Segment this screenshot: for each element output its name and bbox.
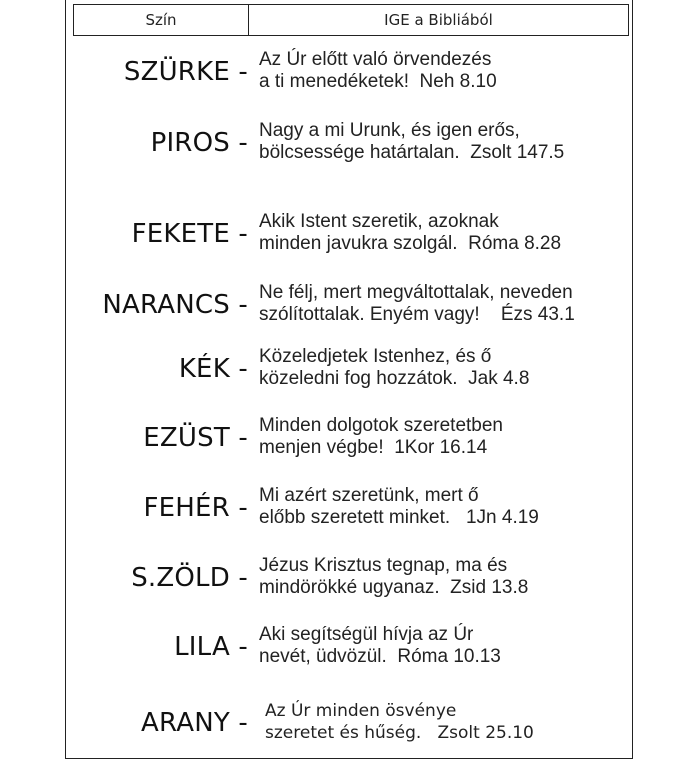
color-label: PIROS - (150, 128, 248, 158)
color-label: EZÜST - (143, 423, 248, 453)
color-label: KÉK - (178, 354, 248, 384)
verse-line: Az Úr előtt való örvendezés (259, 49, 492, 70)
table-row (0, 49, 700, 105)
verse-line: Minden dolgotok szeretetben (259, 415, 503, 436)
header-verse-column: IGE a Bibliából (384, 11, 493, 29)
verse-line: Az Úr minden ösvénye (265, 701, 457, 721)
table-row (0, 415, 700, 471)
verse-line: Ne félj, mert megváltottalak, neveden (259, 282, 573, 303)
verse-line: menjen végbe! 1Kor 16.14 (259, 437, 488, 458)
verse-text (259, 624, 619, 668)
table-row (0, 555, 700, 611)
verse-line: Mi azért szeretünk, mert ő (259, 485, 479, 506)
table-row (0, 282, 700, 338)
verse-line: Nagy a mi Urunk, és igen erős, (259, 120, 520, 141)
table-header (73, 4, 629, 36)
color-label: FEHÉR - (143, 493, 248, 523)
verse-text (259, 415, 619, 459)
color-label: SZÜRKE - (123, 57, 248, 87)
color-label: ARANY - (141, 708, 248, 738)
color-label: S.ZÖLD - (131, 563, 248, 593)
table-row (0, 120, 700, 176)
table-row (0, 346, 700, 402)
verse-line: szólítottalak. Enyém vagy! Ézs 43.1 (259, 304, 575, 325)
verse-line: közeledni fog hozzátok. Jak 4.8 (259, 368, 530, 389)
verse-text (259, 485, 619, 529)
verse-text (259, 49, 619, 93)
verse-line: mindörökké ugyanaz. Zsid 13.8 (259, 577, 529, 598)
verse-line: előbb szeretett minket. 1Jn 4.19 (259, 507, 539, 528)
verse-line: minden javukra szolgál. Róma 8.28 (259, 233, 562, 254)
table-row (0, 485, 700, 541)
verse-line: Aki segítségül hívja az Úr (259, 624, 474, 645)
verse-text (259, 555, 619, 599)
table-row (0, 211, 700, 267)
verse-line: nevét, üdvözül. Róma 10.13 (259, 646, 501, 667)
verse-line: Közeledjetek Istenhez, és ő (259, 346, 492, 367)
verse-text (259, 282, 619, 326)
verse-line: a ti menedéketek! Neh 8.10 (259, 71, 497, 92)
header-color-column: Szín (74, 5, 249, 35)
color-label: LILA - (174, 632, 248, 662)
verse-line: bölcsessége határtalan. Zsolt 147.5 (259, 142, 565, 163)
verse-text (265, 700, 625, 744)
table-row (0, 700, 700, 756)
verse-text (259, 120, 619, 164)
table-row (0, 624, 700, 680)
verse-text (259, 346, 619, 390)
verse-line: Akik Istent szeretik, azoknak (259, 211, 499, 232)
verse-line: Jézus Krisztus tegnap, ma és (259, 555, 508, 576)
verse-text (259, 211, 619, 255)
color-label: NARANCS - (102, 290, 248, 320)
color-label: FEKETE - (131, 219, 248, 249)
verse-line: szeretet és hűség. Zsolt 25.10 (265, 723, 534, 743)
